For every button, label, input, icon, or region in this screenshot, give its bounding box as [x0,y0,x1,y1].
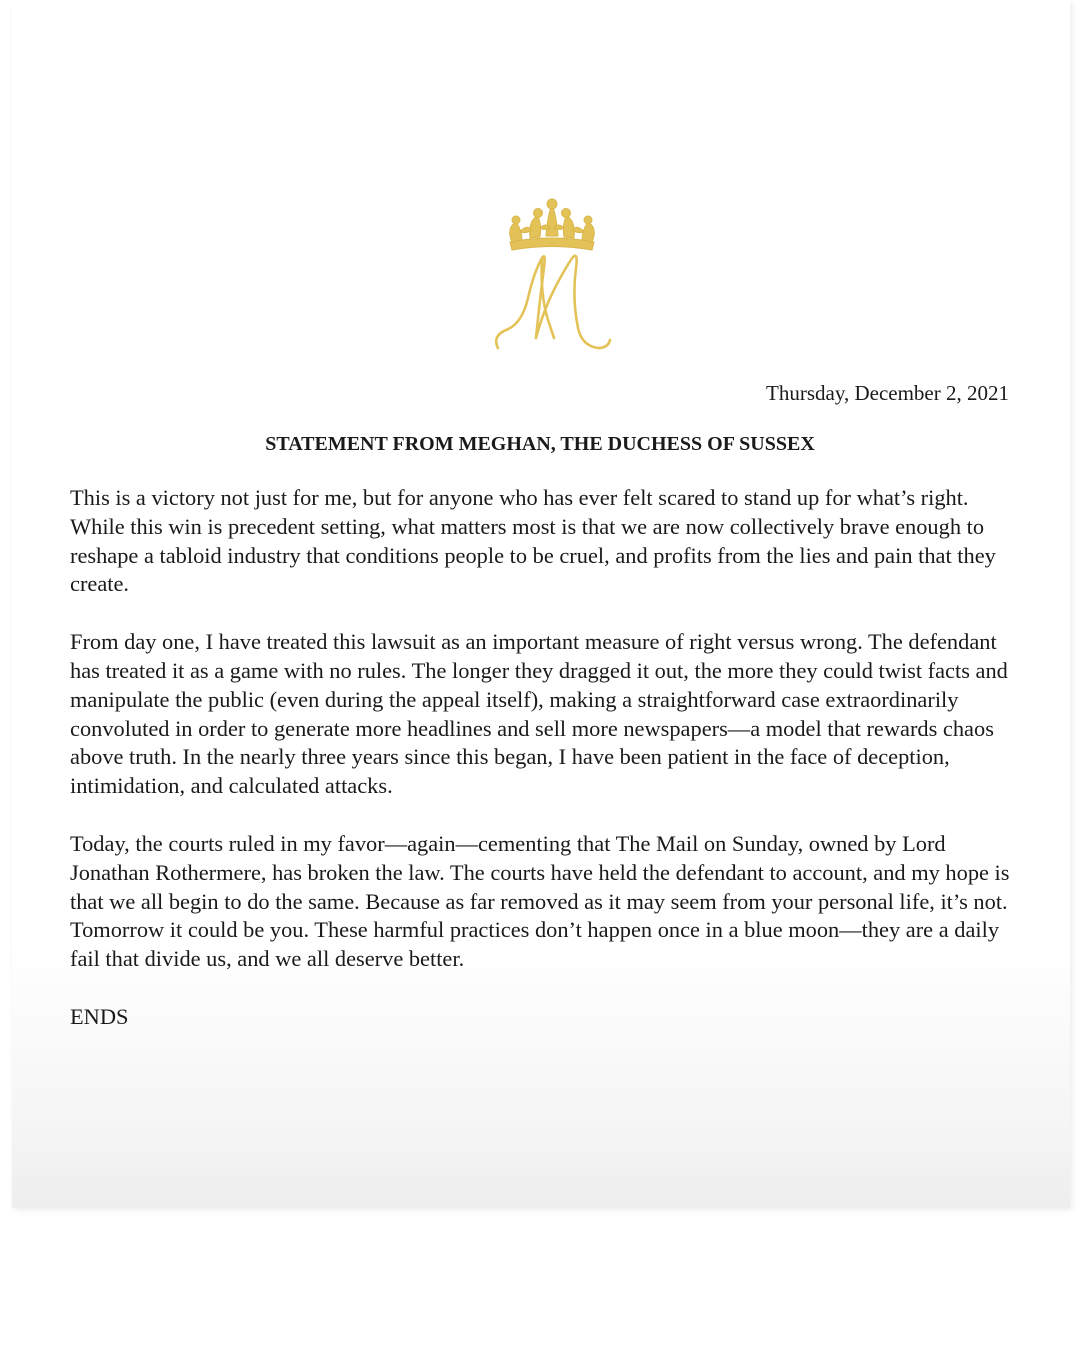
paragraph: This is a victory not just for me, but for anyone who has ever felt scared to stand up for what’s right. While this win is precedent setting, what matters most is that we are now collectively brave enough to reshape a tabloid industry that conditions people to be cruel, and profits from the lies and pain that they create. [70,485,996,597]
paragraph: From day one, I have treated this lawsuit as an important measure of right versus wrong. The defendant has treated it as a game with no rules. The longer they dragged it out, the more they could twist facts and manipulate the public (even during the appeal itself), making a straightforward case extraordinarily convoluted in order to generate more headlines and sell more newspapers—a model that rewards chaos above truth. In the nearly three years since this began, I have been patient in the face of deception, intimidation, and calculated attacks. [70,629,1008,799]
statement-body [70,484,1020,1061]
closing-ends: ENDS [70,1003,129,1029]
crowned-m-monogram-icon [482,198,622,358]
statement-title: STATEMENT FROM MEGHAN, THE DUCHESS OF SUSSEX [265,433,815,455]
paragraph: Today, the courts ruled in my favor—again—cementing that The Mail on Sunday, owned by Lord Jonathan Rothermere, has broken the law. The courts have held the defendant to account, and my hope is that we all begin to do the same. Because as far removed as it may seem from your personal life, it’s not. Tomorrow it could be you. These harmful practices don’t happen once in a blue moon—they are a daily fail that divide us, and we all deserve better. [70,830,1010,972]
statement-date: Thursday, December 2, 2021 [766,381,1009,405]
